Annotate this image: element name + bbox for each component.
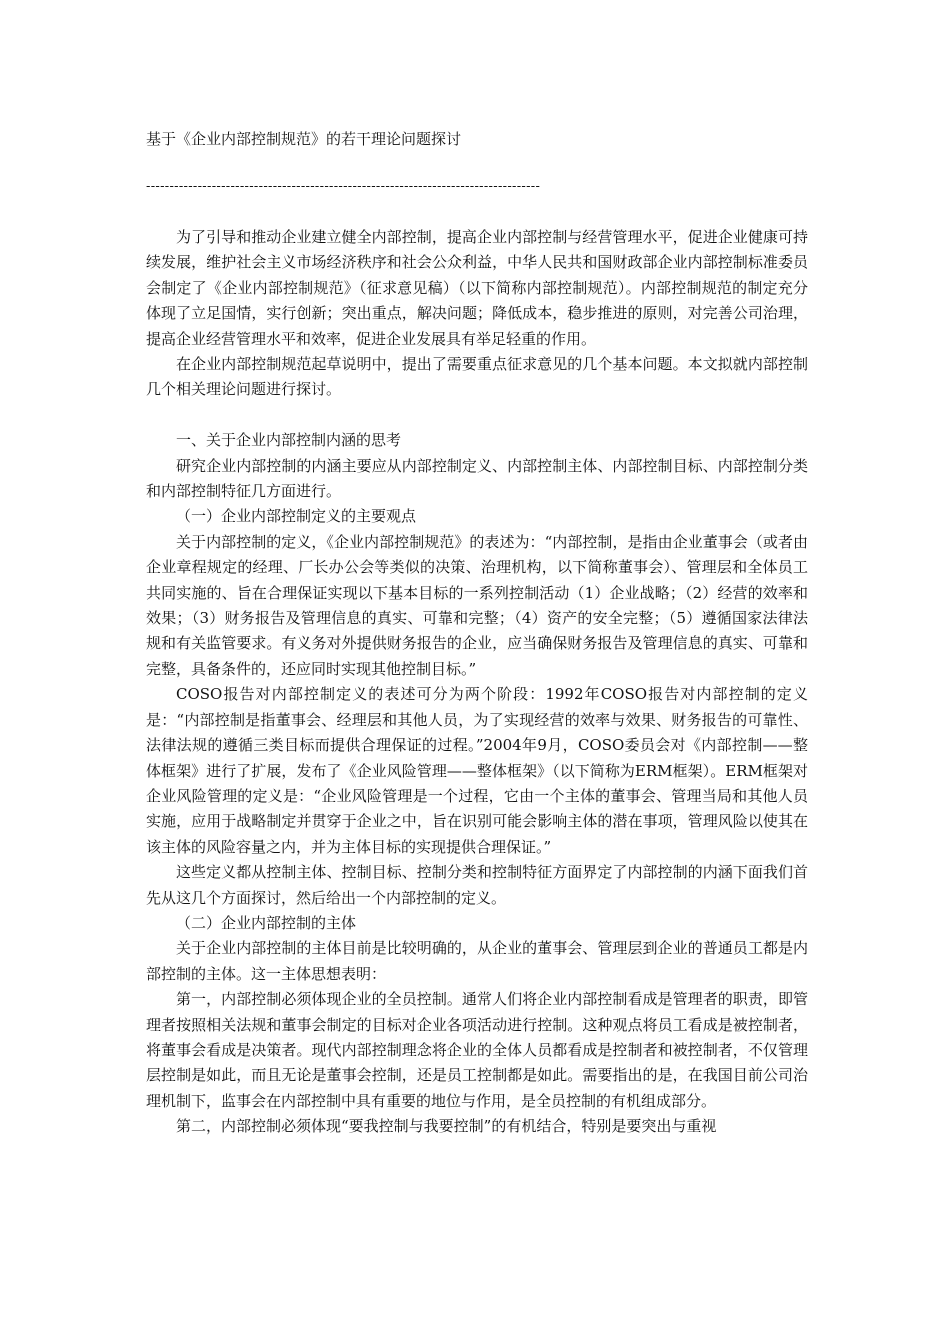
paragraph: 研究企业内部控制的内涵主要应从内部控制定义、内部控制主体、内部控制目标、内部控制分类和内部控制特征几方面进行。	[146, 456, 808, 501]
document-title: 基于《企业内部控制规范》的若干理论问题探讨	[146, 130, 462, 148]
subsection-heading-2: （二）企业内部控制的主体	[176, 913, 357, 932]
paragraph: COSO报告对内部控制定义的表述可分为两个阶段：1992年COSO报告对内部控制的定义是：“内部控制是指董事会、经理层和其他人员，为了实现经营的效率与效果、财务报告的可靠性、法律法规的遵循三类目标而提供合理保证的过程。”2004年9月，COSO委员会对《内部控制——整体框架》进行了扩展，发布了《企业风险管理——整体框架》（以下简称为ERM框架）。ERM框架对企业风险管理的定义是：“企业风险管理是一个过程，它由一个主体的董事会、管理当局和其他人员实施，应用于战略制定并贯穿于企业之中，旨在识别可能会影响主体的潜在事项，管理风险以使其在该主体的风险容量之内，并为主体目标的实现提供合理保证。”	[146, 685, 808, 856]
title-divider: ------------------------------------------------------------------------------------	[146, 179, 541, 194]
paragraph: 关于内部控制的定义，《企业内部控制规范》的表述为：“内部控制，是指由企业董事会（或者由企业章程规定的经理、厂长办公会等类似的决策、治理机构，以下简称董事会）、管理层和全体员工共同实施的、旨在合理保证实现以下基本目标的一系列控制活动（1）企业战略；（2）经营的效率和效果；（3）财务报告及管理信息的真实、可靠和完整；（4）资产的安全完整；（5）遵循国家法律法规和有关监管要求。有义务对外提供财务报告的企业，应当确保财务报告及管理信息的真实、可靠和完整，具备条件的，还应同时实现其他控制目标。”	[146, 532, 808, 678]
paragraph: 第二，内部控制必须体现“要我控制与我要控制”的有机结合，特别是要突出与重视	[176, 1117, 717, 1136]
subsection-heading-1: （一）企业内部控制定义的主要观点	[176, 507, 417, 526]
paragraph: 关于企业内部控制的主体目前是比较明确的，从企业的董事会、管理层到企业的普通员工都是内部控制的主体。这一主体思想表明：	[146, 939, 808, 983]
paragraph: 第一，内部控制必须体现企业的全员控制。通常人们将企业内部控制看成是管理者的职责，即管理者按照相关法规和董事会制定的目标对企业各项活动进行控制。这种观点将员工看成是被控制者，将董事会看成是决策者。现代内部控制理念将企业的全体人员都看成是控制者和被控制者，不仅管理层控制是如此，而且无论是董事会控制，还是员工控制都是如此。需要指出的是，在我国目前公司治理机制下，监事会在内部控制中具有重要的地位与作用，是全员控制的有机组成部分。	[146, 990, 808, 1110]
document-body	[146, 225, 808, 1140]
paragraph: 这些定义都从控制主体、控制目标、控制分类和控制特征方面界定了内部控制的内涵下面我们首先从这几个方面探讨，然后给出一个内部控制的定义。	[146, 863, 808, 907]
paragraph-purpose: 在企业内部控制规范起草说明中，提出了需要重点征求意见的几个基本问题。本文拟就内部控制几个相关理论问题进行探讨。	[146, 355, 808, 399]
section-heading-1: 一、关于企业内部控制内涵的思考	[176, 431, 402, 450]
paragraph-intro: 为了引导和推动企业建立健全内部控制，提高企业内部控制与经营管理水平，促进企业健康可持续发展，维护社会主义市场经济秩序和社会公众利益，中华人民共和国财政部企业内部控制标准委员会制定了《企业内部控制规范》（征求意见稿）（以下简称内部控制规范）。内部控制规范的制定充分体现了立足国情，实行创新；突出重点，解决问题；降低成本，稳步推进的原则，对完善公司治理，提高企业经营管理水平和效率，促进企业发展具有举足轻重的作用。	[146, 228, 808, 348]
